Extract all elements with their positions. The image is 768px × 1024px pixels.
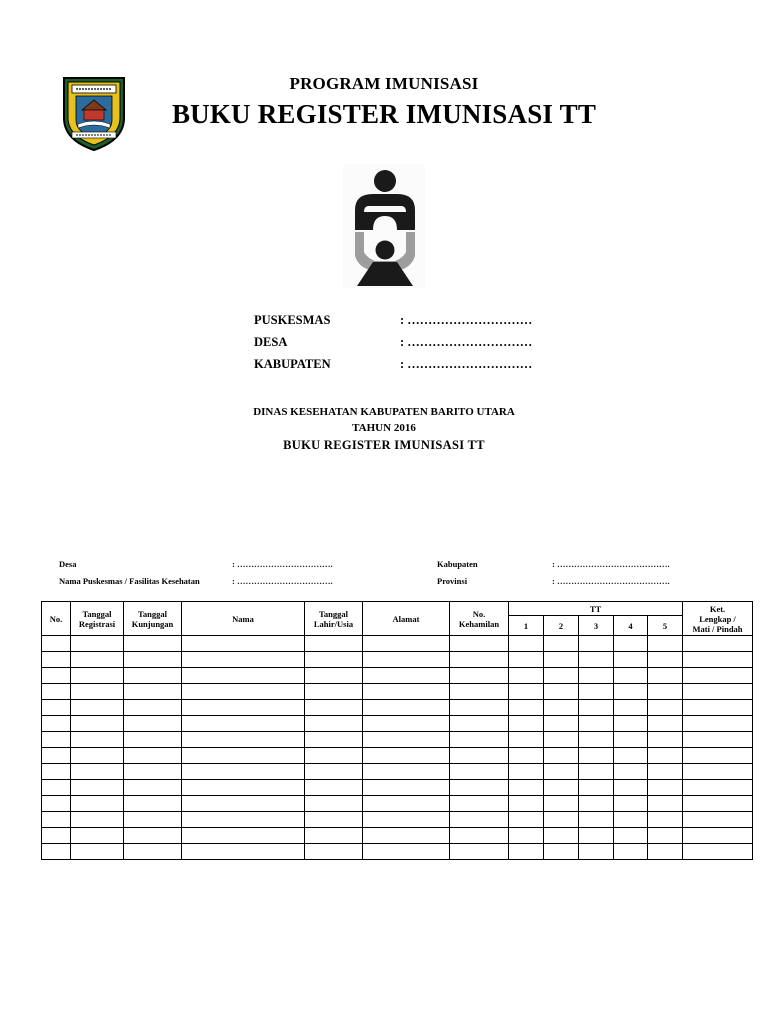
table-cell[interactable] xyxy=(182,780,305,796)
faskes-label: Nama Puskesmas / Fasilitas Kesehatan xyxy=(59,576,200,586)
table-cell[interactable] xyxy=(544,700,579,716)
table-cell[interactable] xyxy=(71,636,124,652)
col-header-tt-1: 1 xyxy=(509,616,544,636)
table-cell[interactable] xyxy=(124,716,182,732)
col-header-tt-3: 3 xyxy=(579,616,614,636)
table-cell[interactable] xyxy=(182,812,305,828)
table-cell[interactable] xyxy=(683,844,753,860)
table-cell[interactable] xyxy=(42,636,71,652)
table-cell[interactable] xyxy=(450,812,509,828)
table-row xyxy=(42,716,753,732)
col-header-tanggal-lahir: Tanggal Lahir/Usia xyxy=(305,602,363,636)
table-cell[interactable] xyxy=(124,812,182,828)
field-label: DESA xyxy=(254,335,288,349)
table-cell[interactable] xyxy=(648,684,683,700)
table-cell[interactable] xyxy=(509,748,544,764)
table-cell[interactable] xyxy=(614,812,648,828)
table-cell[interactable] xyxy=(579,636,614,652)
table-cell[interactable] xyxy=(509,636,544,652)
table-cell[interactable] xyxy=(124,700,182,716)
table-cell[interactable] xyxy=(648,748,683,764)
table-cell[interactable] xyxy=(579,732,614,748)
table-row xyxy=(42,796,753,812)
table-cell[interactable] xyxy=(363,764,450,780)
table-cell[interactable] xyxy=(509,828,544,844)
table-cell[interactable] xyxy=(614,796,648,812)
table-cell[interactable] xyxy=(363,732,450,748)
table-cell[interactable] xyxy=(648,844,683,860)
program-title: PROGRAM IMUNISASI xyxy=(289,74,479,93)
table-cell[interactable] xyxy=(450,828,509,844)
table-cell[interactable] xyxy=(683,812,753,828)
table-cell[interactable] xyxy=(648,732,683,748)
table-cell[interactable] xyxy=(42,764,71,780)
table-cell[interactable] xyxy=(544,844,579,860)
table-cell[interactable] xyxy=(450,732,509,748)
table-cell[interactable] xyxy=(305,780,363,796)
table-cell[interactable] xyxy=(579,700,614,716)
table-cell[interactable] xyxy=(450,636,509,652)
table-cell[interactable] xyxy=(683,828,753,844)
table-cell[interactable] xyxy=(614,652,648,668)
table-row xyxy=(42,652,753,668)
col-header-tt-2: 2 xyxy=(544,616,579,636)
table-cell[interactable] xyxy=(683,636,753,652)
table-cell[interactable] xyxy=(71,764,124,780)
table-cell[interactable] xyxy=(71,684,124,700)
table-cell[interactable] xyxy=(305,668,363,684)
table-cell[interactable] xyxy=(579,844,614,860)
table-cell[interactable] xyxy=(648,700,683,716)
table-cell[interactable] xyxy=(182,796,305,812)
table-cell[interactable] xyxy=(182,764,305,780)
table-cell[interactable] xyxy=(509,844,544,860)
table-cell[interactable] xyxy=(363,636,450,652)
table-cell[interactable] xyxy=(509,796,544,812)
table-cell[interactable] xyxy=(182,732,305,748)
table-cell[interactable] xyxy=(363,796,450,812)
table-cell[interactable] xyxy=(363,700,450,716)
table-cell[interactable] xyxy=(614,668,648,684)
table-cell[interactable] xyxy=(124,732,182,748)
table-cell[interactable] xyxy=(648,828,683,844)
table-row xyxy=(42,684,753,700)
table-cell[interactable] xyxy=(450,652,509,668)
table-cell[interactable] xyxy=(124,668,182,684)
table-cell[interactable] xyxy=(182,844,305,860)
org-book-title: BUKU REGISTER IMUNISASI TT xyxy=(283,438,485,452)
field-label: KABUPATEN xyxy=(254,357,331,371)
table-cell[interactable] xyxy=(305,764,363,780)
col-header-no: No. xyxy=(42,602,71,636)
table-cell[interactable] xyxy=(363,812,450,828)
table-cell[interactable] xyxy=(648,764,683,780)
table-cell[interactable] xyxy=(579,748,614,764)
table-cell[interactable] xyxy=(544,828,579,844)
table-cell[interactable] xyxy=(614,684,648,700)
table-cell[interactable] xyxy=(305,716,363,732)
table-cell[interactable] xyxy=(450,668,509,684)
table-cell[interactable] xyxy=(579,812,614,828)
table-cell[interactable] xyxy=(614,748,648,764)
table-cell[interactable] xyxy=(579,652,614,668)
table-cell[interactable] xyxy=(614,780,648,796)
table-cell[interactable] xyxy=(363,844,450,860)
table-cell[interactable] xyxy=(42,780,71,796)
field-value[interactable]: : ………………………… xyxy=(400,357,533,371)
table-cell[interactable] xyxy=(305,748,363,764)
register-table xyxy=(41,601,753,860)
table-cell[interactable] xyxy=(614,732,648,748)
field-value[interactable]: : ………………………… xyxy=(400,313,533,327)
table-cell[interactable] xyxy=(42,844,71,860)
table-cell[interactable] xyxy=(42,796,71,812)
table-cell[interactable] xyxy=(182,668,305,684)
table-cell[interactable] xyxy=(544,732,579,748)
table-cell[interactable] xyxy=(363,748,450,764)
table-cell[interactable] xyxy=(648,636,683,652)
book-title: BUKU REGISTER IMUNISASI TT xyxy=(171,99,597,129)
table-cell[interactable] xyxy=(305,812,363,828)
table-cell[interactable] xyxy=(544,652,579,668)
col-header-no-kehamilan: No. Kehamilan xyxy=(450,602,509,636)
table-cell[interactable] xyxy=(683,700,753,716)
table-cell[interactable] xyxy=(544,796,579,812)
table-cell[interactable] xyxy=(648,780,683,796)
table-cell[interactable] xyxy=(363,828,450,844)
table-row xyxy=(42,668,753,684)
provinsi-value[interactable]: : …………………………………. xyxy=(552,576,670,586)
table-row xyxy=(42,780,753,796)
col-header-alamat: Alamat xyxy=(363,602,450,636)
table-cell[interactable] xyxy=(450,796,509,812)
table-cell[interactable] xyxy=(182,684,305,700)
table-cell[interactable] xyxy=(648,796,683,812)
table-cell[interactable] xyxy=(71,700,124,716)
table-cell[interactable] xyxy=(648,668,683,684)
table-row xyxy=(42,764,753,780)
table-row xyxy=(42,828,753,844)
table-cell[interactable] xyxy=(648,652,683,668)
table-cell[interactable] xyxy=(683,732,753,748)
table-cell[interactable] xyxy=(509,812,544,828)
kabupaten-label: Kabupaten xyxy=(437,559,478,569)
col-header-tt-5: 5 xyxy=(648,616,683,636)
table-cell[interactable] xyxy=(579,684,614,700)
table-cell[interactable] xyxy=(363,684,450,700)
table-cell[interactable] xyxy=(71,844,124,860)
table-row xyxy=(42,636,753,652)
table-cell[interactable] xyxy=(683,652,753,668)
table-cell[interactable] xyxy=(579,764,614,780)
table-cell[interactable] xyxy=(182,636,305,652)
table-cell[interactable] xyxy=(42,828,71,844)
table-cell[interactable] xyxy=(71,652,124,668)
table-cell[interactable] xyxy=(450,844,509,860)
table-row xyxy=(42,844,753,860)
table-cell[interactable] xyxy=(71,780,124,796)
table-cell[interactable] xyxy=(42,732,71,748)
table-cell[interactable] xyxy=(42,716,71,732)
table-cell[interactable] xyxy=(683,716,753,732)
table-cell[interactable] xyxy=(544,636,579,652)
col-header-keterangan: Ket. Lengkap / Mati / Pindah xyxy=(683,602,753,636)
desa-value[interactable]: : ……………………………. xyxy=(232,559,333,569)
table-cell[interactable] xyxy=(544,764,579,780)
table-cell[interactable] xyxy=(42,684,71,700)
table-row xyxy=(42,700,753,716)
table-row xyxy=(42,812,753,828)
table-cell[interactable] xyxy=(450,684,509,700)
org-year: TAHUN 2016 xyxy=(352,422,416,434)
table-cell[interactable] xyxy=(509,684,544,700)
table-row xyxy=(42,748,753,764)
table-cell[interactable] xyxy=(544,668,579,684)
table-cell[interactable] xyxy=(579,716,614,732)
table-cell[interactable] xyxy=(305,844,363,860)
table-cell[interactable] xyxy=(614,764,648,780)
table-cell[interactable] xyxy=(305,796,363,812)
provinsi-label: Provinsi xyxy=(437,576,468,586)
table-cell[interactable] xyxy=(305,684,363,700)
table-row xyxy=(42,732,753,748)
table-cell[interactable] xyxy=(305,732,363,748)
table-cell[interactable] xyxy=(509,652,544,668)
table-cell[interactable] xyxy=(579,796,614,812)
table-cell[interactable] xyxy=(71,716,124,732)
table-cell[interactable] xyxy=(305,700,363,716)
col-header-tanggal-kunjungan: Tanggal Kunjungan xyxy=(124,602,182,636)
table-cell[interactable] xyxy=(683,764,753,780)
table-cell[interactable] xyxy=(450,780,509,796)
table-cell[interactable] xyxy=(509,780,544,796)
table-cell[interactable] xyxy=(450,716,509,732)
table-cell[interactable] xyxy=(683,668,753,684)
field-value[interactable]: : ………………………… xyxy=(400,335,533,349)
table-cell[interactable] xyxy=(614,700,648,716)
table-cell[interactable] xyxy=(42,812,71,828)
table-cell[interactable] xyxy=(509,716,544,732)
table-cell[interactable] xyxy=(648,812,683,828)
table-cell[interactable] xyxy=(544,748,579,764)
table-cell[interactable] xyxy=(544,716,579,732)
table-cell[interactable] xyxy=(509,732,544,748)
table-cell[interactable] xyxy=(71,796,124,812)
col-header-tt-4: 4 xyxy=(614,616,648,636)
table-cell[interactable] xyxy=(579,668,614,684)
desa-label: Desa xyxy=(59,559,77,569)
table-cell[interactable] xyxy=(614,844,648,860)
table-cell[interactable] xyxy=(124,636,182,652)
table-cell[interactable] xyxy=(363,652,450,668)
table-cell[interactable] xyxy=(509,764,544,780)
col-header-nama: Nama xyxy=(182,602,305,636)
field-label: PUSKESMAS xyxy=(254,313,331,327)
table-cell[interactable] xyxy=(614,716,648,732)
table-cell[interactable] xyxy=(683,748,753,764)
table-cell[interactable] xyxy=(579,828,614,844)
table-cell[interactable] xyxy=(450,748,509,764)
table-cell[interactable] xyxy=(509,668,544,684)
table-cell[interactable] xyxy=(182,700,305,716)
table-cell[interactable] xyxy=(124,748,182,764)
table-cell[interactable] xyxy=(509,700,544,716)
table-cell[interactable] xyxy=(683,796,753,812)
table-cell[interactable] xyxy=(363,716,450,732)
table-cell[interactable] xyxy=(124,652,182,668)
table-cell[interactable] xyxy=(544,812,579,828)
kabupaten-value[interactable]: : …………………………………. xyxy=(552,559,670,569)
org-name: DINAS KESEHATAN KABUPATEN BARITO UTARA xyxy=(253,406,515,418)
table-cell[interactable] xyxy=(124,764,182,780)
table-cell[interactable] xyxy=(305,636,363,652)
table-cell[interactable] xyxy=(71,812,124,828)
table-cell[interactable] xyxy=(71,748,124,764)
col-header-tanggal-registrasi: Tanggal Registrasi xyxy=(71,602,124,636)
table-cell[interactable] xyxy=(614,828,648,844)
table-cell[interactable] xyxy=(182,716,305,732)
table-cell[interactable] xyxy=(683,780,753,796)
table-cell[interactable] xyxy=(124,796,182,812)
table-cell[interactable] xyxy=(42,748,71,764)
table-cell[interactable] xyxy=(450,764,509,780)
table-cell[interactable] xyxy=(683,684,753,700)
table-cell[interactable] xyxy=(614,636,648,652)
table-cell[interactable] xyxy=(124,684,182,700)
table-cell[interactable] xyxy=(305,828,363,844)
table-cell[interactable] xyxy=(182,748,305,764)
table-cell[interactable] xyxy=(182,828,305,844)
faskes-value[interactable]: : ……………………………. xyxy=(232,576,333,586)
table-cell[interactable] xyxy=(544,780,579,796)
table-cell[interactable] xyxy=(42,700,71,716)
mother-child-pictogram-icon xyxy=(343,164,425,288)
table-cell[interactable] xyxy=(305,652,363,668)
table-cell[interactable] xyxy=(124,828,182,844)
table-cell[interactable] xyxy=(42,652,71,668)
table-cell[interactable] xyxy=(71,828,124,844)
table-cell[interactable] xyxy=(579,780,614,796)
table-cell[interactable] xyxy=(42,668,71,684)
table-cell[interactable] xyxy=(450,700,509,716)
table-cell[interactable] xyxy=(182,652,305,668)
table-cell[interactable] xyxy=(363,668,450,684)
table-cell[interactable] xyxy=(71,732,124,748)
table-cell[interactable] xyxy=(71,668,124,684)
table-cell[interactable] xyxy=(363,780,450,796)
table-cell[interactable] xyxy=(648,716,683,732)
col-header-tt: TT xyxy=(509,602,683,616)
table-cell[interactable] xyxy=(124,844,182,860)
table-cell[interactable] xyxy=(124,780,182,796)
table-cell[interactable] xyxy=(544,684,579,700)
